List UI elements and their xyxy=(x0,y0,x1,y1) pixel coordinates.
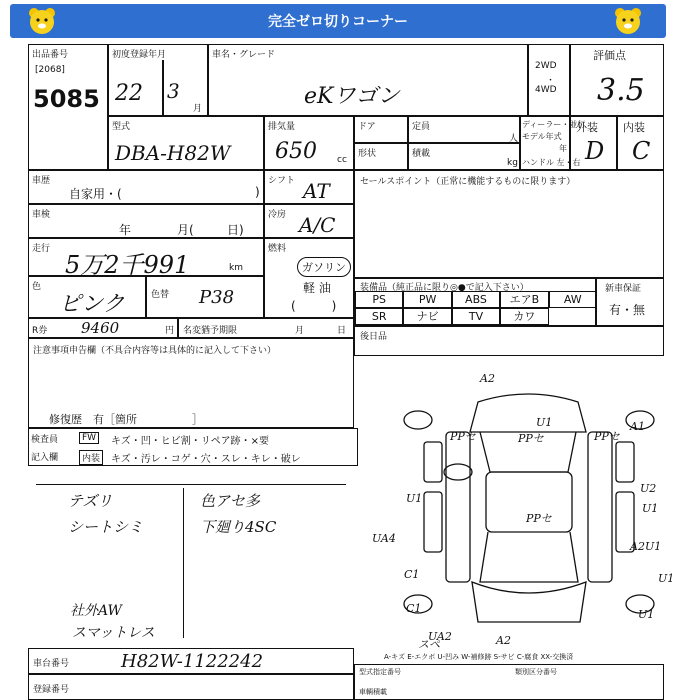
recycle-label: R券 xyxy=(32,326,48,336)
name-change-day: 日 xyxy=(337,326,347,336)
name-change-month: 月 xyxy=(295,326,305,336)
diagram-mark: A2 xyxy=(496,634,511,647)
car-name-value: eKワゴン xyxy=(304,84,400,109)
equipment-cell xyxy=(354,278,596,326)
car-left-side xyxy=(446,432,470,582)
int-score-cell xyxy=(617,116,664,170)
mileage-label: 走行 xyxy=(32,244,51,254)
drive-2wd: 2WD xyxy=(535,61,557,71)
notes-cell xyxy=(28,338,354,428)
dealer-cell xyxy=(520,116,586,170)
bottom-info-cell xyxy=(354,664,664,700)
fuel-diesel: 軽 油 xyxy=(303,281,331,295)
fuel-paren: ( ) xyxy=(291,299,337,313)
diagram-mark: PPセ xyxy=(518,432,544,445)
shift-label: シフト xyxy=(268,176,296,186)
equipment-item: SR xyxy=(355,308,403,325)
inspection-year: 年 xyxy=(119,223,132,237)
paren-close: ) xyxy=(255,185,260,199)
ext-label: 外装 xyxy=(576,121,598,134)
car-damage-diagram xyxy=(368,372,675,652)
color-label: 色 xyxy=(32,282,42,292)
doors-cell xyxy=(354,116,408,143)
inspection-label: 車検 xyxy=(32,210,51,220)
warranty-label: 新車保証 xyxy=(605,284,642,294)
color-change-cell xyxy=(146,276,264,318)
diagram-mark: PPセ xyxy=(450,430,476,443)
first-reg-label: 初度登録年月 xyxy=(112,50,167,60)
rule xyxy=(36,484,346,485)
displacement-unit: cc xyxy=(337,155,347,165)
car-rear xyxy=(472,582,586,622)
diagram-mark: A1 xyxy=(630,420,645,433)
car-left-door-rear xyxy=(424,492,442,552)
color-code: P38 xyxy=(199,287,235,308)
load-cell xyxy=(408,143,520,170)
lot-sub: [2068] xyxy=(35,65,65,75)
reg-number-label: 登録番号 xyxy=(33,685,70,695)
first-reg-month-unit: 月 xyxy=(193,104,203,114)
first-reg-cell xyxy=(108,44,208,116)
int-score: C xyxy=(632,137,651,165)
diagram-mark: U1 xyxy=(638,608,655,621)
equipment-label: 装備品（純正品に限り◎●で記入下さい） xyxy=(360,283,529,293)
int-label: 内装 xyxy=(623,121,645,134)
recycle-cell xyxy=(28,318,178,338)
equipment-item: ABS xyxy=(452,291,500,308)
page-title: 完全ゼロ切りコーナー xyxy=(268,14,408,30)
remark-left-4: スマットレス xyxy=(72,625,155,641)
remark-left-3: 社外AW xyxy=(70,603,122,619)
inspector-in: 内装 xyxy=(79,450,103,465)
inspection-cell xyxy=(28,204,264,238)
chassis-cell xyxy=(28,648,354,674)
recycle-unit: 円 xyxy=(165,326,175,336)
name-change-label: 名変猶予期限 xyxy=(183,326,238,336)
reg-number-cell xyxy=(28,674,354,700)
inspection-day: 日) xyxy=(227,223,244,237)
inspector-label: 検査員 xyxy=(31,435,59,445)
score-value: 3.5 xyxy=(597,73,645,108)
displacement-label: 排気量 xyxy=(268,122,296,132)
ac-cell xyxy=(264,204,354,238)
capacity-unit: 人 xyxy=(509,134,519,144)
diagram-mark: PPセ xyxy=(526,512,552,525)
repair-history: 修復歴 有［箇所 ］ xyxy=(49,413,203,426)
notes-label: 注意事項申告欄（不具合内容等は具体的に記入して下さい） xyxy=(33,346,277,356)
ext-score: D xyxy=(585,137,605,165)
rule xyxy=(183,488,184,638)
lot-number: 5085 xyxy=(33,85,100,113)
car-right-side xyxy=(588,432,612,582)
car-name-cell xyxy=(208,44,528,116)
color-cell xyxy=(28,276,146,318)
bear-mascot-icon xyxy=(612,5,644,37)
drive-dot: ・ xyxy=(546,76,556,86)
score-cell xyxy=(570,44,664,116)
handle-label: ハンドル 左・右 xyxy=(522,158,581,167)
capacity-cell xyxy=(408,116,520,143)
equipment-row-1 xyxy=(355,291,597,308)
color-value: ピンク xyxy=(59,292,125,317)
displacement-value: 650 xyxy=(275,139,317,164)
first-reg-month: 3 xyxy=(167,79,180,103)
equipment-row-2 xyxy=(355,308,597,325)
load-unit: kg xyxy=(507,158,518,168)
header-bar xyxy=(10,4,666,38)
ac-value: A/C xyxy=(299,213,336,237)
mirror-left xyxy=(444,464,472,480)
equipment-item: ナビ xyxy=(403,308,451,325)
equipment-item: カワ xyxy=(500,308,548,325)
wheel-front-left xyxy=(404,411,432,429)
rear-items-cell xyxy=(354,326,664,356)
equipment-item: AW xyxy=(549,291,597,308)
diagram-mark: U1 xyxy=(536,416,553,429)
equipment-item: エアB xyxy=(500,291,548,308)
mileage-cell xyxy=(28,238,264,279)
diagram-mark: UA2 xyxy=(428,630,452,643)
lot-cell xyxy=(28,44,108,170)
inspection-month: 月( xyxy=(177,223,194,237)
color-change-label: 色替 xyxy=(151,290,170,300)
capacity-label: 定員 xyxy=(412,122,431,132)
classification-label: 類別区分番号 xyxy=(515,668,557,676)
recycle-value: 9460 xyxy=(81,319,120,337)
diagram-mark: A2U1 xyxy=(630,540,662,553)
drive-4wd: 4WD xyxy=(535,85,557,95)
displacement-cell xyxy=(264,116,354,170)
car-left-door-front xyxy=(424,442,442,482)
remark-left-1: テズリ xyxy=(68,492,113,510)
sales-point-cell xyxy=(354,170,664,278)
diagram-mark: U2 xyxy=(640,482,657,495)
dealer-label: ディーラー・並行 xyxy=(522,120,586,129)
remarks-area xyxy=(28,474,358,644)
remark-right-1: 色アセ多 xyxy=(200,492,260,510)
first-reg-year: 22 xyxy=(115,81,143,106)
auction-sheet xyxy=(28,44,675,700)
warranty-value: 有・無 xyxy=(609,303,646,317)
ac-label: 冷房 xyxy=(268,210,287,220)
drive-cell xyxy=(528,44,570,116)
fuel-label: 燃料 xyxy=(268,244,287,254)
model-label: 型式 xyxy=(112,122,131,132)
diagram-mark: UA4 xyxy=(372,532,396,545)
shape-label: 形状 xyxy=(358,149,377,159)
load-label: 積載 xyxy=(412,149,431,159)
entry-label: 記入欄 xyxy=(31,453,59,463)
fuel-value: ガソリン xyxy=(297,257,351,277)
equipment-item: TV xyxy=(452,308,500,325)
remark-right-2: 下廻り4SC xyxy=(200,518,277,536)
name-change-cell xyxy=(178,318,354,338)
diagram-mark: U1 xyxy=(658,572,675,585)
car-rear-window xyxy=(480,532,578,582)
rear-items-label: 後日品 xyxy=(360,332,388,342)
car-name-label: 車名・グレード xyxy=(212,50,276,60)
model-year-unit: 年 xyxy=(559,144,567,153)
inspector-cell xyxy=(28,428,358,466)
load-capacity-label: 車輌積載 xyxy=(359,688,387,696)
mileage-unit: km xyxy=(229,263,243,273)
warranty-cell xyxy=(596,278,664,326)
lot-label: 出品番号 xyxy=(32,50,69,60)
inspector-items-2: キズ・汚レ・コゲ・穴・スレ・キレ・破レ xyxy=(111,454,301,465)
diagram-mark: PPセ xyxy=(594,430,620,443)
inspector-fw: FW xyxy=(79,432,99,444)
divider xyxy=(162,60,164,116)
doors-label: ドア xyxy=(358,122,376,132)
diagram-mark: C1 xyxy=(406,602,422,615)
diagram-mark: U1 xyxy=(406,492,423,505)
diagram-mark: スペ xyxy=(418,638,440,651)
car-front-hood xyxy=(470,394,586,432)
model-value: DBA-H82W xyxy=(115,141,231,165)
remark-left-2: シートシミ xyxy=(68,518,144,536)
category-value: 自家用・( xyxy=(69,187,122,201)
shift-cell xyxy=(264,170,354,204)
equipment-item: PW xyxy=(403,291,451,308)
diagram-mark: A2 xyxy=(480,372,495,385)
mileage-value: 5万2千991 xyxy=(65,251,190,279)
sales-point-label: セールスポイント（正常に機能するものに限ります） xyxy=(360,177,576,187)
model-year-label: モデル年式 xyxy=(522,132,562,141)
diagram-mark: U1 xyxy=(642,502,659,515)
fuel-cell xyxy=(264,238,354,318)
model-cell xyxy=(108,116,264,170)
type-designation-label: 型式指定番号 xyxy=(359,668,401,676)
car-right-door-front xyxy=(616,442,634,482)
equipment-item: PS xyxy=(355,291,403,308)
chassis-label: 車台番号 xyxy=(33,659,70,669)
shift-value: AT xyxy=(303,179,330,203)
shape-cell xyxy=(354,143,408,170)
diagram-mark: C1 xyxy=(404,568,420,581)
damage-legend: A-キズ E-エクボ U-凹み W-補修跡 S-サビ C-腐食 XX-交換済 xyxy=(384,653,574,661)
chassis-value: H82W-1122242 xyxy=(121,651,264,672)
category-label: 車歴 xyxy=(32,176,51,186)
score-label: 評価点 xyxy=(593,49,626,62)
inspector-items-1: キズ・凹・ヒビ割・リペア跡・×要 xyxy=(111,436,269,447)
category-cell xyxy=(28,170,264,204)
